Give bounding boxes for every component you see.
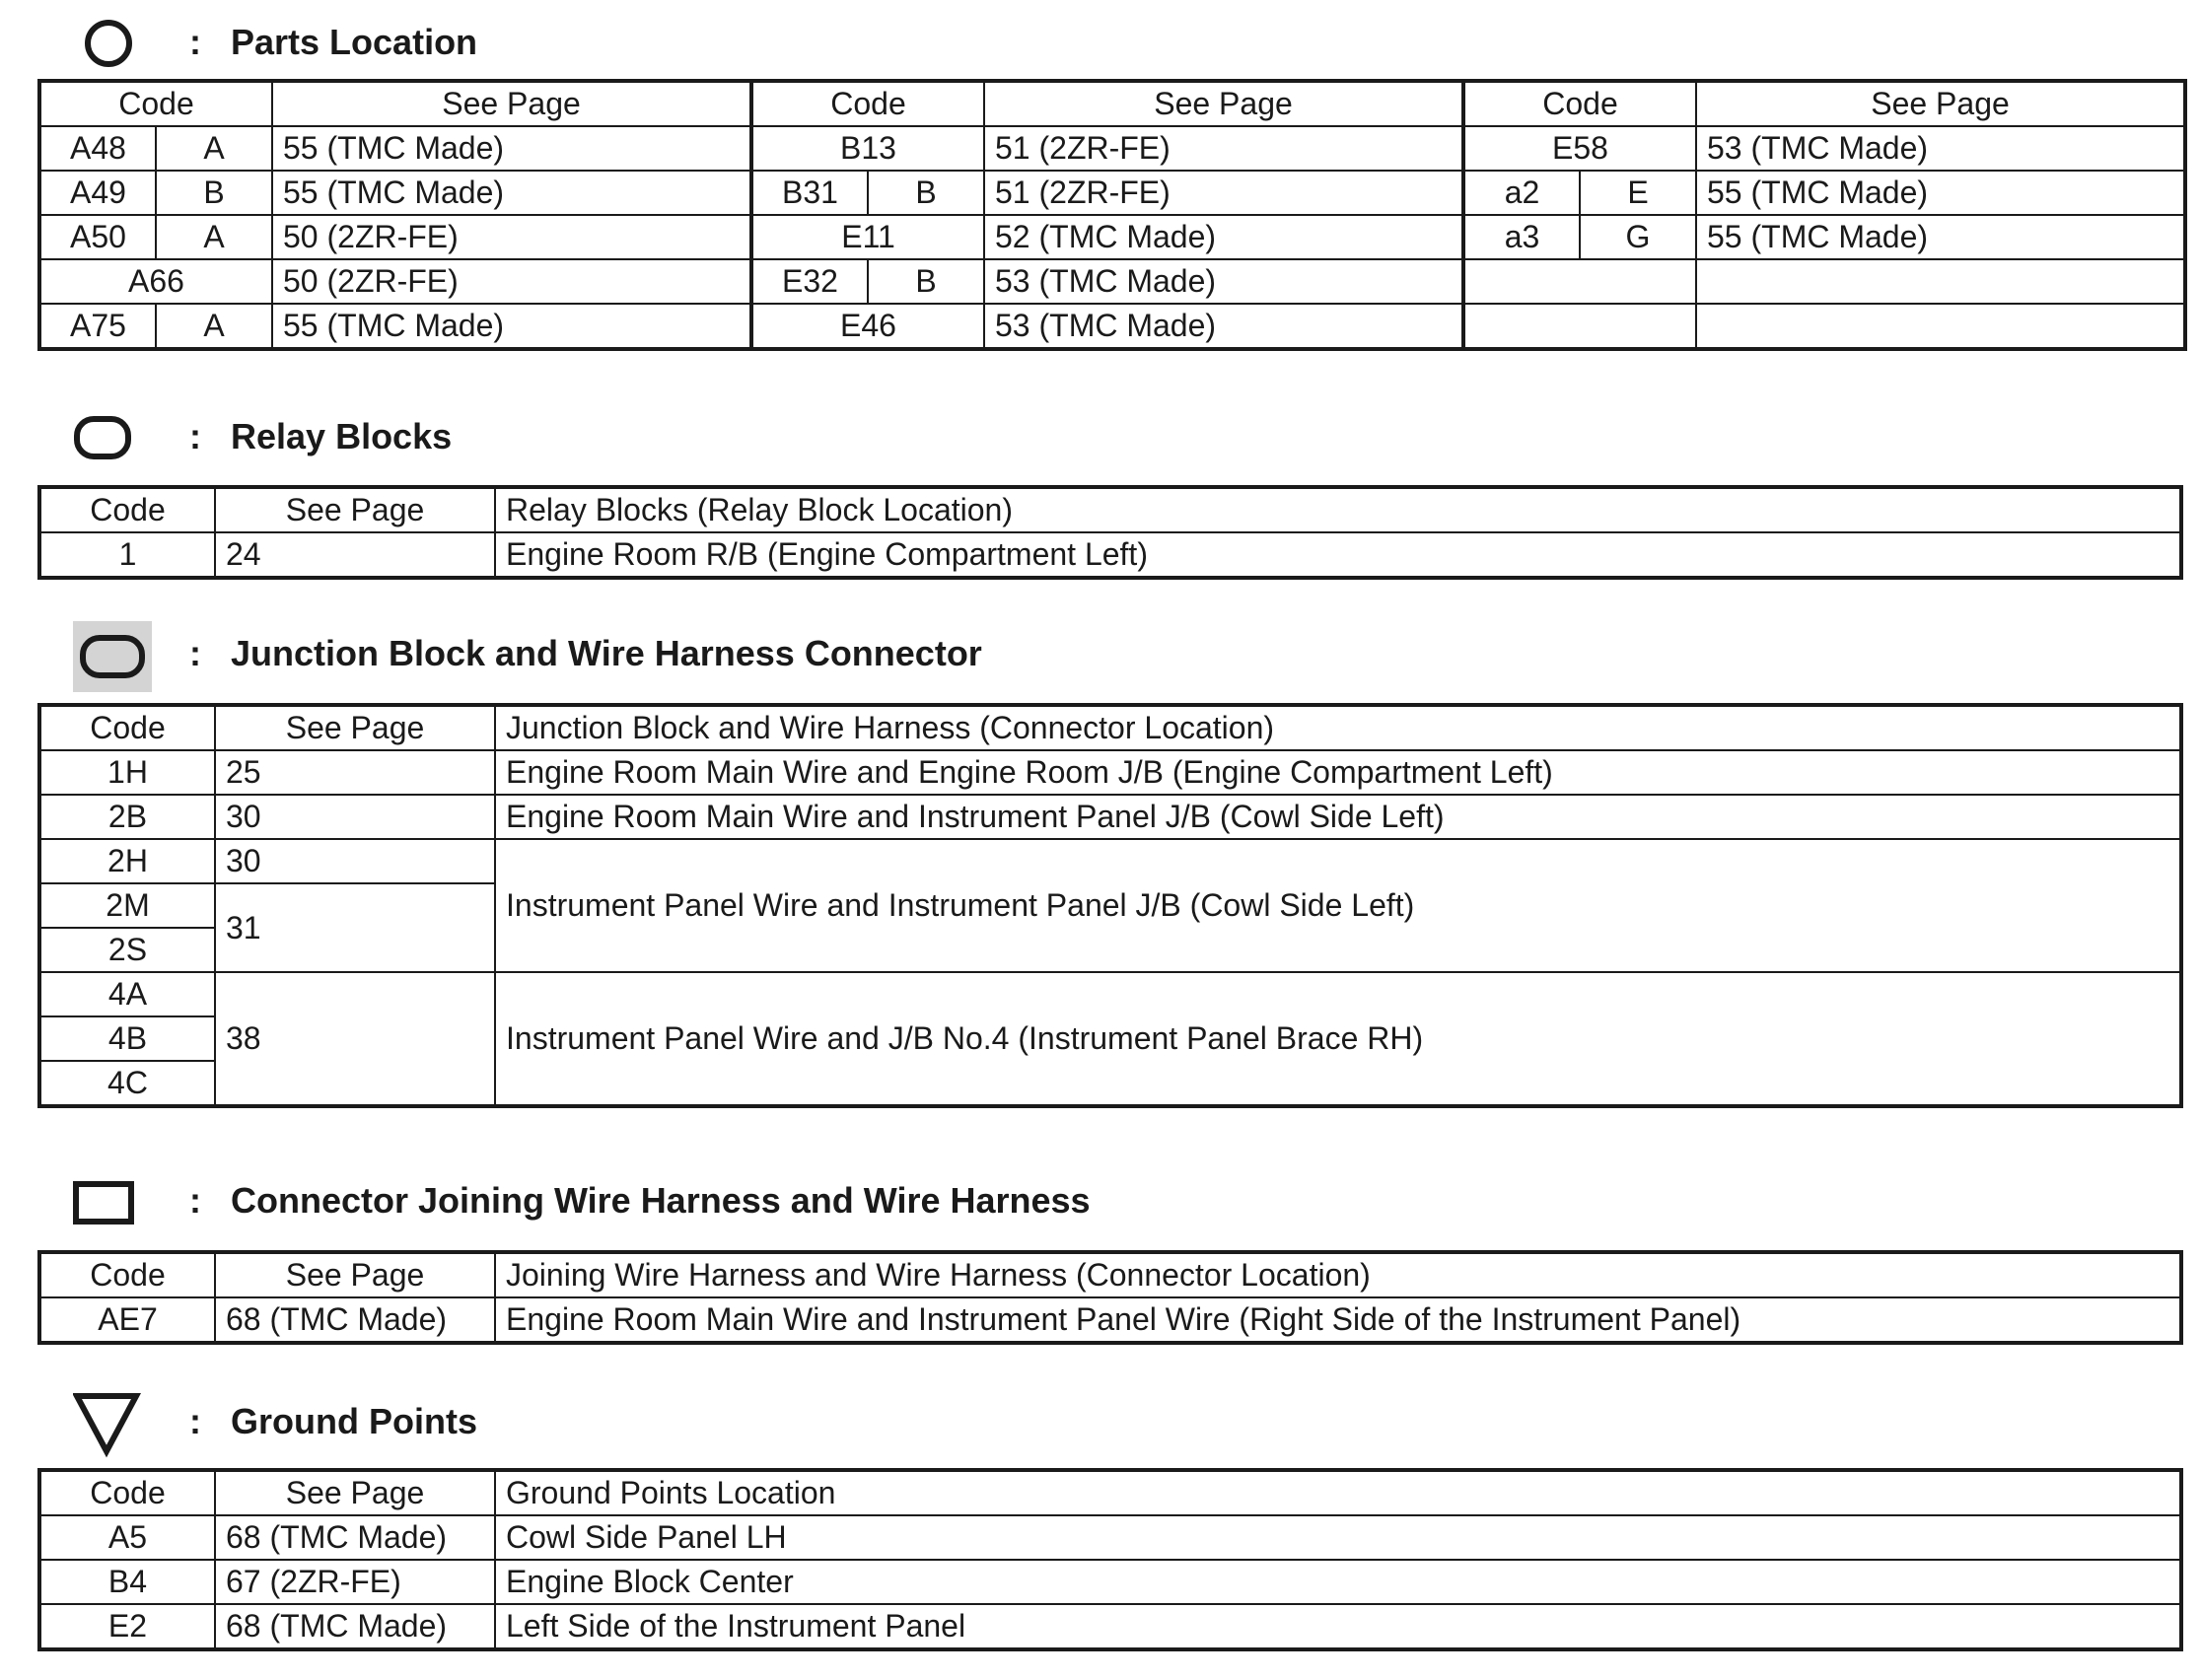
description-cell: Instrument Panel Wire and J/B No.4 (Instrument Panel Brace RH) xyxy=(495,972,2181,1106)
table-row xyxy=(39,972,2181,1016)
table-row xyxy=(39,839,2181,883)
header-description: Junction Block and Wire Harness (Connector Location) xyxy=(495,705,2181,750)
code-cell: A66 xyxy=(39,259,272,304)
see-page-cell: 55 (TMC Made) xyxy=(1696,215,2185,259)
header-code: Code xyxy=(39,1470,215,1515)
see-page-cell: 55 (TMC Made) xyxy=(1696,171,2185,215)
section-colon: : xyxy=(189,22,201,62)
code-sub-cell: B xyxy=(868,259,984,304)
header-description: Relay Blocks (Relay Block Location) xyxy=(495,487,2181,532)
parts-location-table xyxy=(37,79,2187,351)
header-see-page: See Page xyxy=(984,81,1463,126)
code-cell: 1 xyxy=(39,532,215,578)
section-header xyxy=(37,1172,1418,1231)
header-see-page: See Page xyxy=(215,1252,495,1297)
code-cell: E2 xyxy=(39,1604,215,1649)
header-code: Code xyxy=(751,81,984,126)
see-page-cell: 53 (TMC Made) xyxy=(1696,126,2185,171)
see-page-cell: 31 xyxy=(215,883,495,972)
code-cell: 4C xyxy=(39,1061,215,1106)
description-cell: Engine Room R/B (Engine Compartment Left) xyxy=(495,532,2181,578)
table-row xyxy=(39,1560,2181,1604)
empty-cell xyxy=(1463,259,1696,304)
code-cell: A50 xyxy=(39,215,156,259)
header-description: Joining Wire Harness and Wire Harness (Connector Location) xyxy=(495,1252,2181,1297)
table-row xyxy=(39,1297,2181,1343)
see-page-cell: 68 (TMC Made) xyxy=(215,1604,495,1649)
table-row xyxy=(39,1515,2181,1560)
section-header xyxy=(37,1390,1418,1459)
code-cell: A49 xyxy=(39,171,156,215)
see-page-cell: 25 xyxy=(215,750,495,795)
see-page-cell: 50 (2ZR-FE) xyxy=(272,259,751,304)
description-cell: Left Side of the Instrument Panel xyxy=(495,1604,2181,1649)
table-row xyxy=(39,750,2181,795)
section-header xyxy=(37,408,1418,467)
see-page-cell: 68 (TMC Made) xyxy=(215,1515,495,1560)
header-code: Code xyxy=(1463,81,1696,126)
circle-icon xyxy=(73,14,152,73)
code-cell: AE7 xyxy=(39,1297,215,1343)
table-header-row xyxy=(39,1252,2181,1297)
code-sub-cell: B xyxy=(156,171,272,215)
junction-block-table xyxy=(37,703,2183,1108)
section-header xyxy=(37,14,1418,73)
header-see-page: See Page xyxy=(215,705,495,750)
code-cell: a2 xyxy=(1463,171,1580,215)
code-sub-cell: A xyxy=(156,215,272,259)
header-code: Code xyxy=(39,487,215,532)
code-sub-cell: A xyxy=(156,304,272,349)
table-row xyxy=(39,259,2185,304)
empty-cell xyxy=(1696,259,2185,304)
see-page-cell: 30 xyxy=(215,795,495,839)
section-colon: : xyxy=(189,1180,201,1221)
see-page-cell: 55 (TMC Made) xyxy=(272,126,751,171)
see-page-cell: 52 (TMC Made) xyxy=(984,215,1463,259)
header-code: Code xyxy=(39,81,272,126)
code-sub-cell: G xyxy=(1580,215,1696,259)
code-sub-cell: A xyxy=(156,126,272,171)
shaded-rounded-rect-icon xyxy=(73,621,152,692)
see-page-cell: 53 (TMC Made) xyxy=(984,304,1463,349)
ground-points-table xyxy=(37,1468,2183,1651)
code-cell: 2B xyxy=(39,795,215,839)
code-cell: 4A xyxy=(39,972,215,1016)
code-cell: E46 xyxy=(751,304,984,349)
section-colon: : xyxy=(189,416,201,456)
rounded-rect-icon xyxy=(73,408,152,467)
description-cell: Cowl Side Panel LH xyxy=(495,1515,2181,1560)
see-page-cell: 50 (2ZR-FE) xyxy=(272,215,751,259)
see-page-cell: 38 xyxy=(215,972,495,1106)
code-cell: a3 xyxy=(1463,215,1580,259)
code-cell: A48 xyxy=(39,126,156,171)
see-page-cell: 51 (2ZR-FE) xyxy=(984,171,1463,215)
code-cell: B31 xyxy=(751,171,868,215)
description-cell: Engine Room Main Wire and Engine Room J/B (Engine Compartment Left) xyxy=(495,750,2181,795)
see-page-cell: 51 (2ZR-FE) xyxy=(984,126,1463,171)
code-cell: E58 xyxy=(1463,126,1696,171)
table-row xyxy=(39,1604,2181,1649)
code-sub-cell: E xyxy=(1580,171,1696,215)
code-cell: 2H xyxy=(39,839,215,883)
code-cell: B4 xyxy=(39,1560,215,1604)
section-title: Parts Location xyxy=(231,22,478,62)
header-see-page: See Page xyxy=(1696,81,2185,126)
empty-cell xyxy=(1696,304,2185,349)
section-title: Ground Points xyxy=(231,1401,477,1441)
code-cell: B13 xyxy=(751,126,984,171)
square-icon xyxy=(73,1172,152,1231)
code-cell: E11 xyxy=(751,215,984,259)
table-row xyxy=(39,126,2185,171)
header-code: Code xyxy=(39,1252,215,1297)
see-page-cell: 24 xyxy=(215,532,495,578)
table-header-row xyxy=(39,487,2181,532)
header-description: Ground Points Location xyxy=(495,1470,2181,1515)
joining-connector-table xyxy=(37,1250,2183,1345)
table-row xyxy=(39,171,2185,215)
code-cell: 2S xyxy=(39,928,215,972)
description-cell: Engine Room Main Wire and Instrument Panel J/B (Cowl Side Left) xyxy=(495,795,2181,839)
header-see-page: See Page xyxy=(215,487,495,532)
section-title: Junction Block and Wire Harness Connector xyxy=(231,633,982,673)
empty-cell xyxy=(1463,304,1696,349)
section-colon: : xyxy=(189,633,201,673)
table-row xyxy=(39,215,2185,259)
section-header xyxy=(37,625,1418,684)
table-header-row xyxy=(39,1470,2181,1515)
see-page-cell: 67 (2ZR-FE) xyxy=(215,1560,495,1604)
code-cell: E32 xyxy=(751,259,868,304)
see-page-cell: 30 xyxy=(215,839,495,883)
section-title: Connector Joining Wire Harness and Wire Harness xyxy=(231,1180,1091,1221)
table-header-row xyxy=(39,705,2181,750)
header-see-page: See Page xyxy=(272,81,751,126)
code-cell: 2M xyxy=(39,883,215,928)
table-row xyxy=(39,795,2181,839)
triangle-down-icon xyxy=(73,1390,152,1459)
table-row xyxy=(39,304,2185,349)
code-cell: 4B xyxy=(39,1016,215,1061)
description-cell: Engine Room Main Wire and Instrument Panel Wire (Right Side of the Instrument Panel) xyxy=(495,1297,2181,1343)
code-cell: 1H xyxy=(39,750,215,795)
description-cell: Instrument Panel Wire and Instrument Panel J/B (Cowl Side Left) xyxy=(495,839,2181,972)
see-page-cell: 53 (TMC Made) xyxy=(984,259,1463,304)
header-see-page: See Page xyxy=(215,1470,495,1515)
table-row xyxy=(39,532,2181,578)
code-cell: A5 xyxy=(39,1515,215,1560)
see-page-cell: 55 (TMC Made) xyxy=(272,171,751,215)
relay-blocks-table xyxy=(37,485,2183,580)
see-page-cell: 55 (TMC Made) xyxy=(272,304,751,349)
section-title: Relay Blocks xyxy=(231,416,453,456)
description-cell: Engine Block Center xyxy=(495,1560,2181,1604)
header-code: Code xyxy=(39,705,215,750)
code-sub-cell: B xyxy=(868,171,984,215)
see-page-cell: 68 (TMC Made) xyxy=(215,1297,495,1343)
code-cell: A75 xyxy=(39,304,156,349)
table-header-row xyxy=(39,81,2185,126)
section-colon: : xyxy=(189,1401,201,1441)
